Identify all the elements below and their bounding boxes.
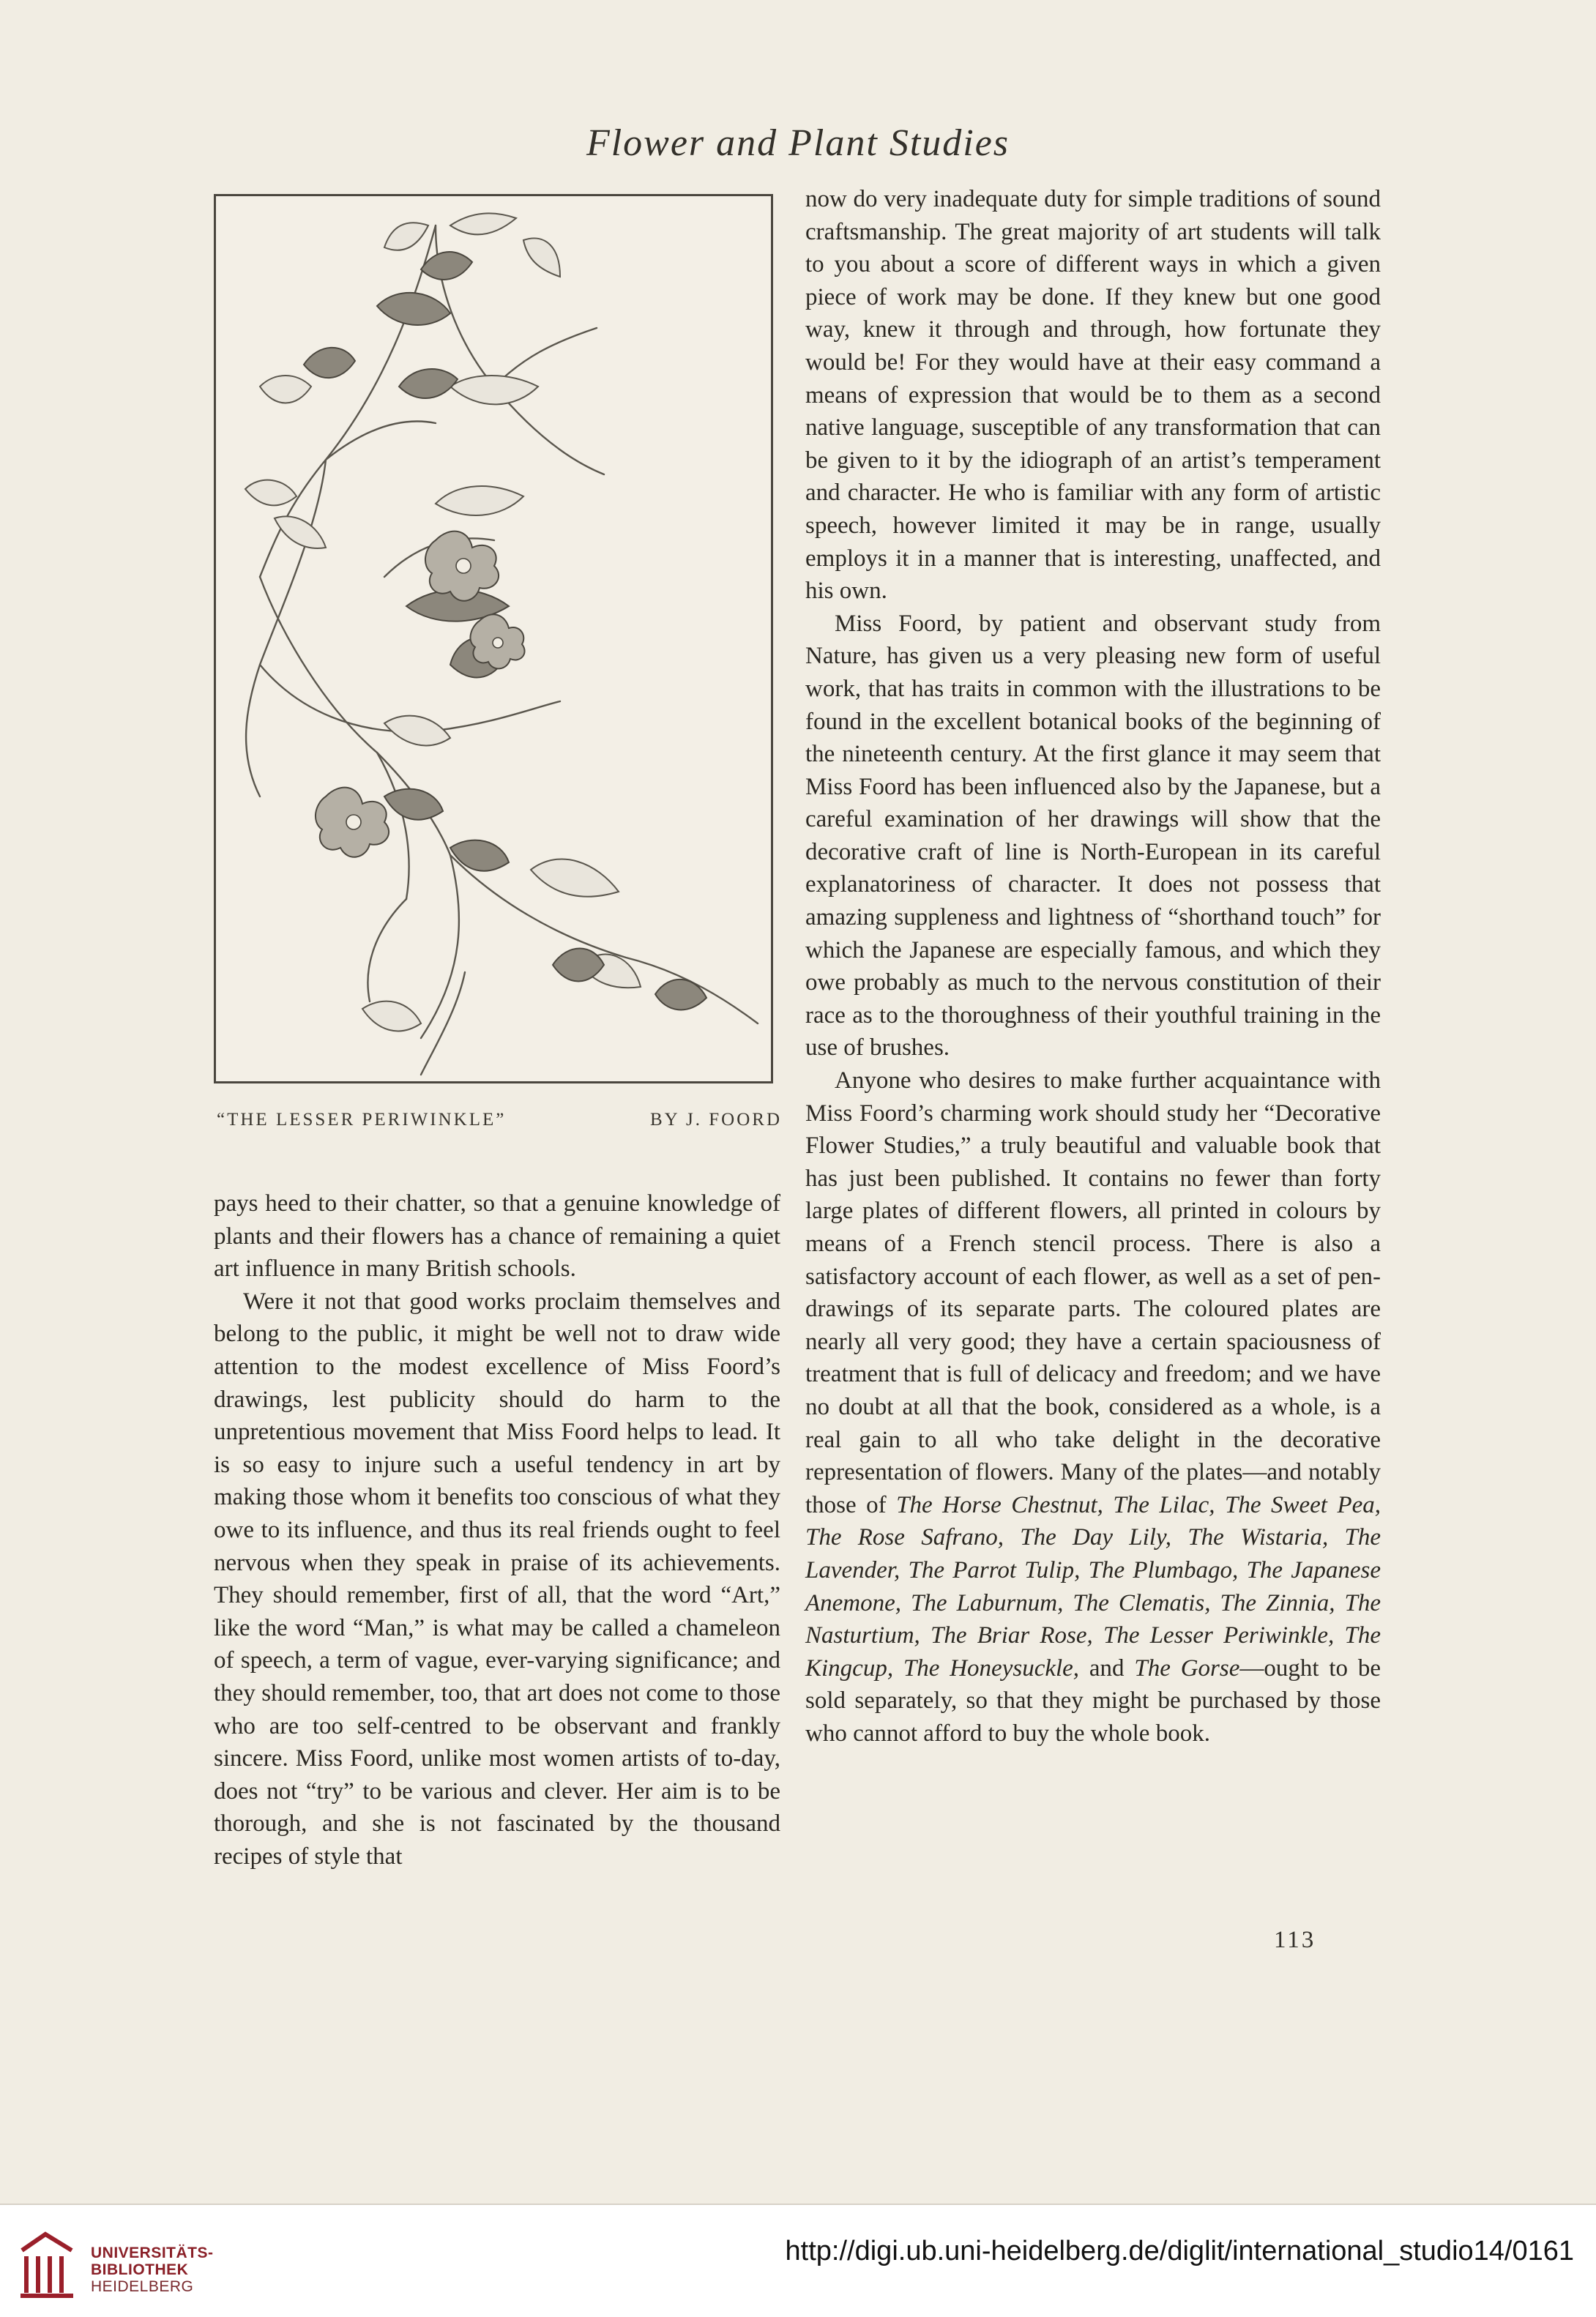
left-paragraph-1: pays heed to their chatter, so that a genuine knowledge of plants and their flowers has a chance of remaining a quiet art influence in many British schools.	[214, 1190, 780, 1283]
library-name-line3: HEIDELBERG	[91, 2278, 194, 2295]
source-url-link[interactable]: http://digi.ub.uni-heidelberg.de/diglit/international_studio14/0161	[785, 2236, 1574, 2266]
plate-title-list: The Horse Chestnut, The Lilac, The Sweet Pea, The Rose Safrano, The Day Lily, The Wistaria, The Lavender, The Parrot Tulip, The Plumbago, The Japanese Anemone, The Laburnum, The Clematis, The Zinnia, The Nasturtium, The Briar Rose, The Lesser Periwinkle, The Kingcup, The Honeysuckle,	[805, 1491, 1381, 1682]
right-paragraph-1: now do very inadequate duty for simple traditions of sound craftsmanship. The great majority of art students will talk to you about a score of different ways in which a given piece of work may be done. If they knew but one good way, knew it through and through, how fortunate they would be! For they would have at their easy command a means of expression that would be to them as a second native language, susceptible of any transformation that can be given to it by the idiograph of an artist’s temperament and character. He who is familiar with any form of artistic speech, however limited it may be in range, usually employs it in a manner that is interesting, unaffected, and his own.	[805, 186, 1381, 605]
page-number: 113	[1274, 1927, 1316, 1953]
paragraph-3-outro: —ought to be sold separately, so that they might be purchased by those who cannot afford to buy the whole book.	[805, 1654, 1381, 1747]
library-name-line2: BIBLIOTHEK	[91, 2261, 189, 2278]
paragraph-3-intro: Anyone who desires to make further acquaintance with Miss Foord’s charming work should study her “Decorative Flower Studies,” a truly beautiful and valuable book that has just been published. It contains no fewer than forty large plates of different flowers, all printed in colours by means of a French stencil process. There is also a satisfactory account of each flower, as well as a set of pen-drawings of its separate parts. The coloured plates are nearly all very good; they have a certain spaciousness of treatment that is full of delicacy and freedom; and we have no doubt at all that the book, considered as a whole, is a real gain to all who take delight in the decorative representation of flowers. Many of the plates—and notably those of	[805, 1067, 1381, 1518]
plate-title-last: The Gorse	[1134, 1654, 1240, 1682]
left-column	[214, 1187, 780, 1873]
paragraph-3-and: and	[1079, 1654, 1135, 1682]
plate-caption-title: “THE LESSER PERIWINKLE”	[217, 1110, 507, 1130]
illustration-plate	[214, 194, 773, 1083]
digitization-footer	[0, 2204, 1596, 2317]
right-paragraph-3	[805, 1064, 1381, 1750]
right-paragraph-2: Miss Foord, by patient and observant study from Nature, has given us a very pleasing new form of useful work, that has traits in common with the illustrations to be found in the excellent botanical books of the beginning of the nineteenth century. At the first glance it may seem that Miss Foord has been influenced also by the Japanese, but a careful examination of her drawings will show that the decorative craft of line is North-European in its careful explanatoriness of character. It does not possess that amazing suppleness and lightness of “shorthand touch” for which the Japanese are especially famous, and which they owe probably as much to the nervous constitution of their race as to the thoroughness of their youthful training in the use of brushes.	[805, 610, 1381, 1062]
library-logo-icon	[16, 2228, 78, 2299]
left-paragraph-2: Were it not that good works proclaim themselves and belong to the public, it might be well not to draw wide attention to the modest excellence of Miss Foord’s drawings, lest publicity should do harm to the unpretentious movement that Miss Foord helps to lead. It is so easy to injure such a useful tendency in art by making those whom it benefits too conscious of what they owe to its influence, and thus its real friends ought to feel nervous when they speak in praise of its achievements. They should remember, first of all, that the word “Art,” like the word “Man,” is what may be called a chameleon of speech, a term of vague, ever-varying significance; and they should remember, too, that art does not come to those who are too self-centred to be observant and frankly sincere. Miss Foord, unlike most women artists of to-day, does not “try” to be various and clever. Her aim is to be thorough, and she is not fascinated by the thousand recipes of style that	[214, 1288, 780, 1870]
plate-caption-author: BY J. FOORD	[650, 1110, 783, 1130]
library-name	[91, 2245, 214, 2295]
library-name-line1: UNIVERSITÄTS-	[91, 2245, 214, 2261]
periwinkle-illustration	[216, 196, 771, 1081]
right-column	[805, 183, 1381, 1750]
running-head: Flower and Plant Studies	[586, 122, 1010, 164]
